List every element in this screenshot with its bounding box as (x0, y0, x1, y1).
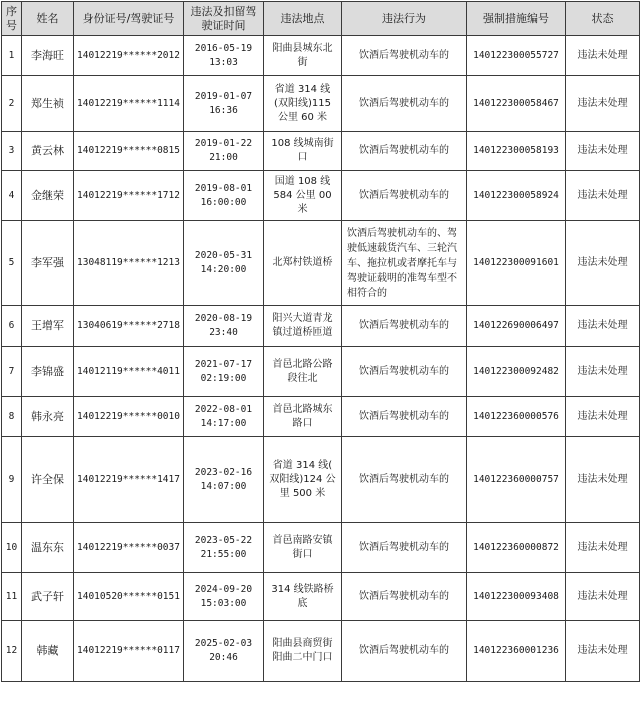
row-status: 违法未处理 (566, 523, 640, 573)
row-behavior: 饮酒后驾驶机动车的 (342, 36, 467, 76)
row-code: 140122360000576 (467, 397, 566, 437)
row-behavior: 饮酒后驾驶机动车的 (342, 171, 467, 221)
row-status: 违法未处理 (566, 221, 640, 306)
row-location: 阳曲县商贸街阳曲二中门口 (264, 621, 342, 682)
header-name: 姓名 (22, 2, 74, 36)
row-seq: 6 (2, 306, 22, 347)
row-id: 13040619******2718 (74, 306, 184, 347)
row-clock: 21:55:00 (200, 548, 247, 560)
row-id: 14012219******0117 (74, 621, 184, 682)
row-seq: 10 (2, 523, 22, 573)
table-row (2, 397, 640, 437)
row-name: 王增军 (22, 306, 74, 347)
table-row (2, 171, 640, 221)
row-code: 140122300091601 (467, 221, 566, 306)
row-time (184, 132, 264, 171)
row-status: 违法未处理 (566, 171, 640, 221)
row-id: 14012219******0815 (74, 132, 184, 171)
row-behavior: 饮酒后驾驶机动车的 (342, 76, 467, 132)
row-behavior: 饮酒后驾驶机动车的 (342, 573, 467, 621)
row-behavior: 饮酒后驾驶机动车的 (342, 397, 467, 437)
header-time: 违法及扣留驾驶证时间 (184, 2, 264, 36)
row-behavior: 饮酒后驾驶机动车的 (342, 347, 467, 397)
row-status: 违法未处理 (566, 36, 640, 76)
row-status: 违法未处理 (566, 347, 640, 397)
row-date: 2023-05-22 (194, 534, 253, 546)
row-date: 2024-09-20 (194, 583, 253, 595)
row-seq: 12 (2, 621, 22, 682)
row-behavior: 饮酒后驾驶机动车的 (342, 306, 467, 347)
row-id: 13048119******1213 (74, 221, 184, 306)
row-location: 首邑北路公路段往北 (264, 347, 342, 397)
row-time (184, 347, 264, 397)
row-id: 14012219******1712 (74, 171, 184, 221)
row-id: 14012219******1114 (74, 76, 184, 132)
row-date: 2019-01-22 (194, 138, 253, 149)
table-header-row (2, 2, 640, 36)
table-row (2, 573, 640, 621)
row-status: 违法未处理 (566, 621, 640, 682)
table-row (2, 347, 640, 397)
row-location: 北郑村铁道桥 (264, 221, 342, 306)
row-date: 2019-08-01 (194, 182, 253, 194)
row-time (184, 397, 264, 437)
row-behavior: 饮酒后驾驶机动车的 (342, 621, 467, 682)
table-row (2, 437, 640, 523)
row-time (184, 573, 264, 621)
row-location: 国道 108 线584 公里 00 米 (264, 171, 342, 221)
row-time (184, 437, 264, 523)
row-clock: 13:03 (209, 56, 238, 68)
header-id: 身份证号/驾驶证号 (74, 2, 184, 36)
row-clock: 23:40 (209, 327, 238, 338)
header-status: 状态 (566, 2, 640, 36)
row-clock: 21:00 (209, 152, 238, 163)
table-row (2, 523, 640, 573)
row-code: 140122300058193 (467, 132, 566, 171)
row-location: 314 线铁路桥底 (264, 573, 342, 621)
row-name: 李军强 (22, 221, 74, 306)
row-date: 2019-01-07 (194, 90, 253, 102)
row-clock: 14:07:00 (200, 480, 247, 492)
row-seq: 5 (2, 221, 22, 306)
row-time (184, 306, 264, 347)
row-time (184, 523, 264, 573)
row-seq: 9 (2, 437, 22, 523)
row-id: 14012219******0037 (74, 523, 184, 573)
header-code: 强制措施编号 (467, 2, 566, 36)
row-clock: 20:46 (209, 652, 238, 663)
row-name: 金继荣 (22, 171, 74, 221)
row-name: 许全保 (22, 437, 74, 523)
row-id: 14012219******0010 (74, 397, 184, 437)
row-code: 140122300092482 (467, 347, 566, 397)
row-date: 2023-02-16 (194, 466, 253, 478)
header-seq: 序号 (2, 2, 22, 36)
row-behavior: 饮酒后驾驶机动车的 (342, 132, 467, 171)
row-clock: 02:19:00 (200, 372, 247, 384)
row-time (184, 221, 264, 306)
row-date: 2022-08-01 (194, 403, 253, 415)
row-seq: 7 (2, 347, 22, 397)
row-name: 黄云林 (22, 132, 74, 171)
row-location: 阳兴大道青龙镇过道桥匝道 (264, 306, 342, 347)
row-code: 140122360001236 (467, 621, 566, 682)
row-clock: 15:03:00 (200, 597, 247, 609)
row-location: 108 线城南街口 (264, 132, 342, 171)
table-row (2, 132, 640, 171)
row-location: 首邑北路城东路口 (264, 397, 342, 437)
row-clock: 14:17:00 (200, 417, 247, 429)
row-name: 李海旺 (22, 36, 74, 76)
row-status: 违法未处理 (566, 306, 640, 347)
row-status: 违法未处理 (566, 76, 640, 132)
row-name: 韩藏 (22, 621, 74, 682)
row-seq: 4 (2, 171, 22, 221)
row-code: 140122300058467 (467, 76, 566, 132)
row-date: 2020-08-19 (194, 313, 253, 324)
table-row (2, 621, 640, 682)
row-clock: 14:20:00 (200, 264, 247, 275)
row-status: 违法未处理 (566, 437, 640, 523)
row-date: 2020-05-31 (194, 250, 253, 261)
row-name: 武子轩 (22, 573, 74, 621)
row-name: 韩永亮 (22, 397, 74, 437)
row-id: 14012219******2012 (74, 36, 184, 76)
row-time (184, 36, 264, 76)
violation-table (1, 1, 640, 682)
row-time (184, 621, 264, 682)
row-seq: 8 (2, 397, 22, 437)
row-location: 阳曲县城东北街 (264, 36, 342, 76)
row-name: 郑生祯 (22, 76, 74, 132)
row-clock: 16:36 (209, 104, 238, 116)
row-location: 首邑南路安镇街口 (264, 523, 342, 573)
row-code: 140122360000872 (467, 523, 566, 573)
row-id: 14012219******1417 (74, 437, 184, 523)
row-status: 违法未处理 (566, 573, 640, 621)
table-row (2, 221, 640, 306)
row-seq: 11 (2, 573, 22, 621)
row-id: 14010520******0151 (74, 573, 184, 621)
row-date: 2021-07-17 (194, 358, 253, 370)
table-row (2, 76, 640, 132)
row-status: 违法未处理 (566, 132, 640, 171)
row-time (184, 76, 264, 132)
row-behavior: 饮酒后驾驶机动车的 (342, 437, 467, 523)
row-seq: 2 (2, 76, 22, 132)
header-behavior: 违法行为 (342, 2, 467, 36)
row-date: 2016-05-19 (194, 42, 253, 54)
row-name: 温东东 (22, 523, 74, 573)
row-behavior: 饮酒后驾驶机动车的 (342, 523, 467, 573)
row-name: 李锦盛 (22, 347, 74, 397)
table-row (2, 36, 640, 76)
row-time (184, 171, 264, 221)
row-code: 140122300058924 (467, 171, 566, 221)
row-code: 140122300055727 (467, 36, 566, 76)
table-row (2, 306, 640, 347)
row-id: 14012119******4011 (74, 347, 184, 397)
row-date: 2025-02-03 (194, 638, 253, 649)
row-seq: 1 (2, 36, 22, 76)
row-behavior: 饮酒后驾驶机动车的、驾驶低速载货汽车、三轮汽车、拖拉机或者摩托车与驾驶证载明的准驾车型不相符合的 (342, 221, 467, 306)
header-location: 违法地点 (264, 2, 342, 36)
row-location: 省道 314 线( 双阳线)124 公里 500 米 (264, 437, 342, 523)
row-location: 省道 314 线(双阳线)115 公里 60 米 (264, 76, 342, 132)
row-clock: 16:00:00 (200, 196, 247, 208)
row-seq: 3 (2, 132, 22, 171)
row-code: 140122360000757 (467, 437, 566, 523)
row-code: 140122300093408 (467, 573, 566, 621)
row-status: 违法未处理 (566, 397, 640, 437)
row-code: 140122690006497 (467, 306, 566, 347)
